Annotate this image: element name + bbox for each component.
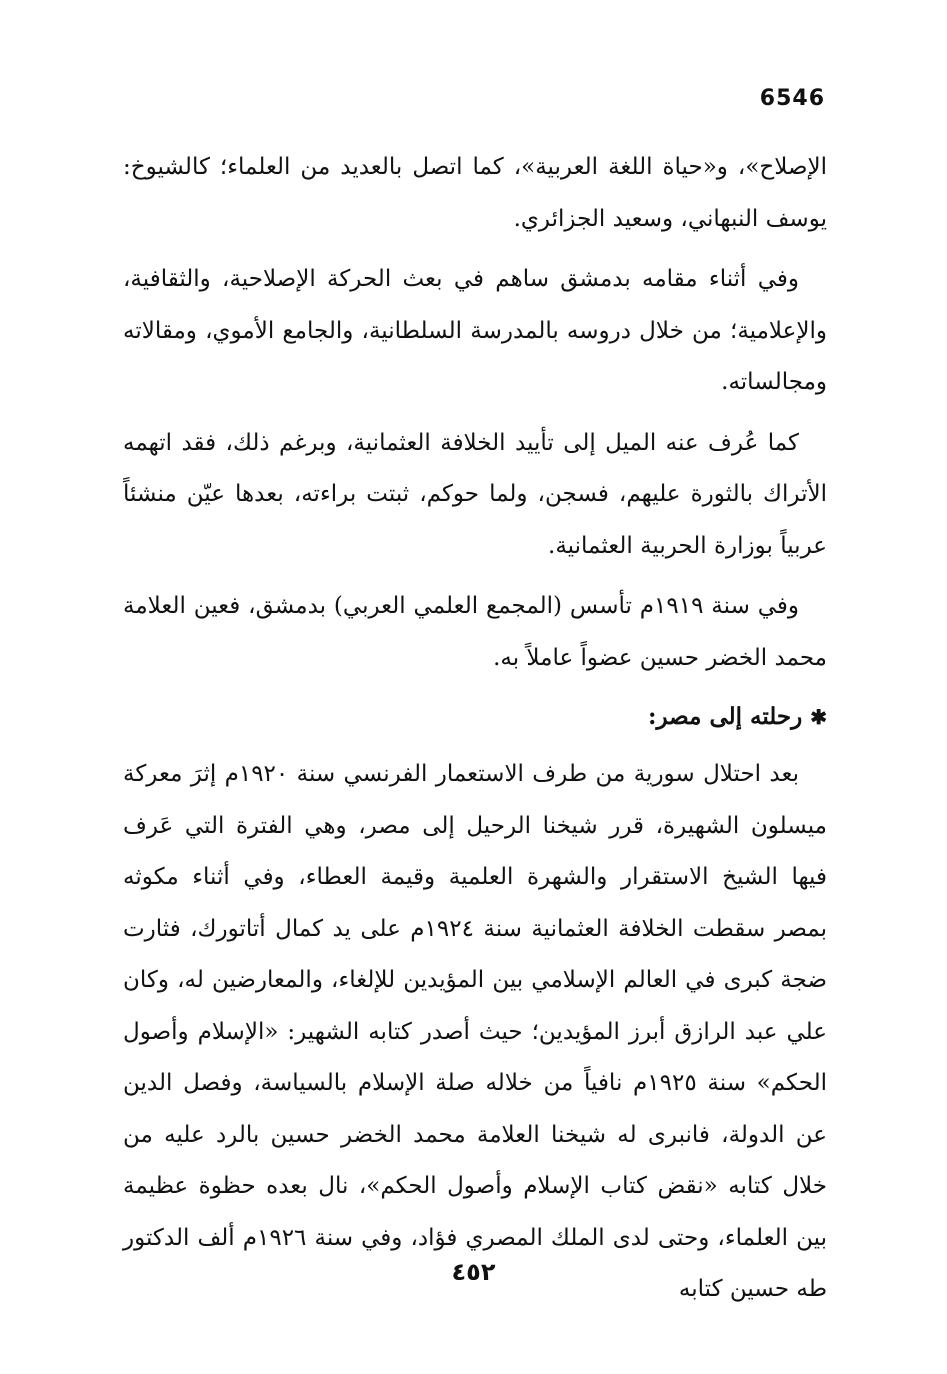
paragraph-4: وفي سنة ١٩١٩م تأسس (المجمع العلمي العربي) بدمشق، فعين العلامة محمد الخضر حسين عضواً عاملاً به. (123, 593, 827, 671)
star-bullet-icon: ✱ (810, 705, 827, 729)
top-page-number: 6546 (759, 86, 825, 111)
paragraph-3: كما عُرف عنه الميل إلى تأييد الخلافة العثمانية، وبرغم ذلك، فقد اتهمه الأتراك بالثورة عليهم، فسجن، ولما حوكم، ثبتت براءته، بعدها عيّن منشئاً عربياً بوزارة الحربية العثمانية. (123, 429, 827, 559)
section-paragraph: بعد احتلال سورية من طرف الاستعمار الفرنسي سنة ١٩٢٠م إثرَ معركة ميسلون الشهيرة، قرر شيخنا الرحيل إلى مصر، وهي الفترة التي عَرف فيها الشيخ الاستقرار والشهرة العلمية وقيمة العطاء، وفي أثناء مكوثه بمصر سقطت الخلافة العثمانية سنة ١٩٢٤م على يد كمال أتاتورك، فثارت ضجة كبرى في العالم الإسلامي بين المؤيدين للإلغاء، والمعارضين له، وكان علي عبد الرازق أبرز المؤيدين؛ حيث أصدر كتابه الشهير: «الإسلام وأصول الحكم» سنة ١٩٢٥م نافياً من خلاله صلة الإسلام بالسياسة، وفصل الدين عن الدولة، فانبرى له شيخنا العلامة محمد الخضر حسين بالرد عليه من خلال كتابه «نقض كتاب الإسلام وأصول الحكم»، نال بعده حظوة عظيمة بين العلماء، وحتى لدى الملك المصري فؤاد، وفي سنة ١٩٢٦م ألف الدكتور طه حسين كتابه (123, 761, 828, 1302)
section-heading-text: رحلته إلى مصر: (647, 703, 803, 730)
bottom-page-number: ٤٥٢ (451, 1258, 496, 1286)
paragraph-1: الإصلاح»، و«حياة اللغة العربية»، كما اتصل بالعديد من العلماء؛ كالشيوخ: يوسف النبهاني، وسعيد الجزائري. (123, 154, 827, 232)
section-heading (123, 693, 827, 741)
paragraph-2: وفي أثناء مقامه بدمشق ساهم في بعث الحركة الإصلاحية، والثقافية، والإعلامية؛ من خلال دروسه بالمدرسة السلطانية، والجامع الأموي، ومقالاته ومجالساته. (123, 266, 827, 395)
page-body (123, 142, 827, 1325)
